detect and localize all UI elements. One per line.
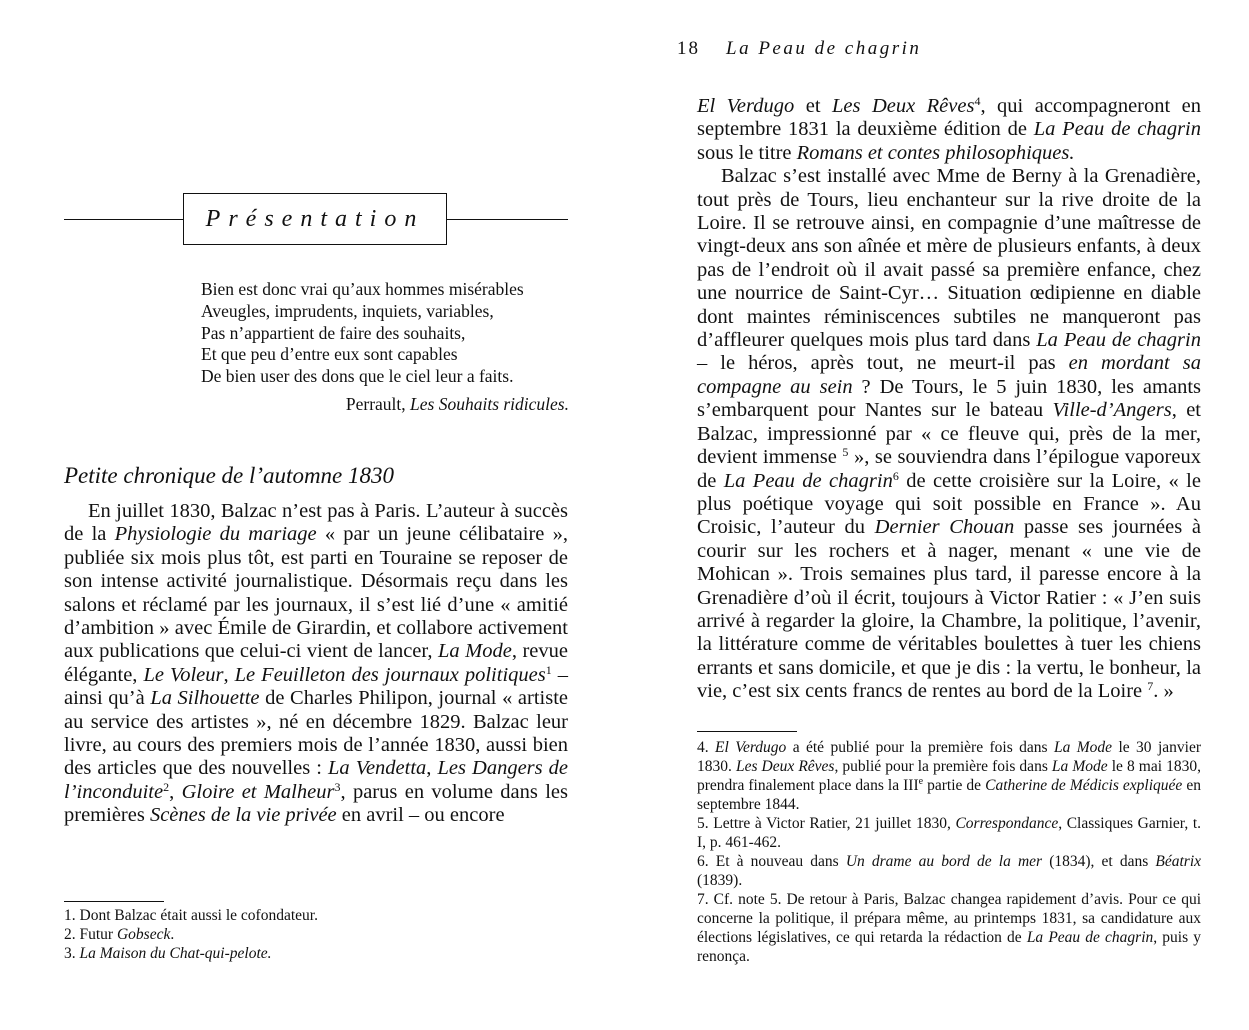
- footnote-ref: 5: [842, 445, 849, 460]
- footnote-5: [697, 814, 1201, 852]
- footnote-rule: [64, 901, 164, 902]
- text-run: ,: [426, 757, 438, 780]
- italic-title: Scènes de la vie privée: [149, 804, 337, 827]
- italic-title: La Vendetta: [328, 757, 427, 780]
- text-run: , qui accompagneront en septembre 1831 la deuxième édition de: [697, 95, 1202, 141]
- italic-phrase: en mordant sa compagne au sein: [697, 352, 1201, 398]
- italic-title: Les Dangers de l’inconduite: [64, 757, 569, 803]
- right-body-text: [697, 95, 1201, 704]
- right-footnotes: [697, 738, 1201, 966]
- text-run: – le héros, après tout, ne meurt-il pas: [697, 352, 1069, 375]
- text-run: , puis y renonça.: [697, 929, 1202, 965]
- footnote-ref: 2: [163, 779, 170, 794]
- title-rule-right: [447, 219, 568, 220]
- text-run: en septembre 1844.: [697, 777, 1201, 813]
- footnote-ref: 4: [974, 94, 981, 108]
- text-run: , publié pour la première fois dans: [834, 758, 1052, 775]
- text-run: passe ses journées à courir sur les rochers et à nager, menant « une vie de Mohican ». Trois semaines plus tard, il paresse encore à la Grenadière d’où il écrit, toujours à Victor Ratier : « J’en suis arrivé à regarder la gloire, la Chambre, la politique, l’avenir, la littérature comme de véritables boulettes à tuer les chiens errants et sans domicile, et que je dis : la vertu, le bonheur, la vie, c’est six cents francs de rentes au bord de la Loire: [697, 516, 1201, 703]
- text-run: sous le titre: [697, 141, 797, 164]
- title-rule-left: [64, 219, 183, 220]
- footnote-italic: Béatrix: [1155, 853, 1202, 870]
- text-run: ,: [223, 663, 235, 686]
- text-run: 6. Et à nouveau dans: [697, 853, 846, 870]
- epigraph-author: Perrault,: [345, 393, 411, 414]
- italic-title: Physiologie du mariage: [114, 523, 317, 546]
- italic-title: El Verdugo: [697, 95, 795, 117]
- footnote-7: [697, 890, 1201, 966]
- italic-title: La Mode: [438, 640, 512, 663]
- italic-title: Le Feuilleton des journaux politiques: [234, 663, 546, 686]
- paragraph: [64, 500, 568, 828]
- paragraph: [697, 95, 1201, 165]
- italic-title: Dernier Chouan: [874, 516, 1015, 539]
- text-run: , Classiques Garnier, t. I, p. 461-462.: [697, 815, 1202, 851]
- footnote-italic: Gobseck: [116, 926, 171, 943]
- footnote-italic: Les Deux Rêves: [735, 758, 835, 775]
- text-run: 7. Cf. note 5. De retour à Paris, Balzac changea rapidement d’avis. Pour ce qui concerne la politique, il prépara même, au printemps 1831, sa candidature aux élections législatives, ce qui retarda la rédaction de: [697, 891, 1201, 946]
- text-run: le 30 janvier 1830.: [697, 739, 1201, 775]
- footnote-text: Futur: [79, 926, 117, 943]
- text-run: . »: [1153, 680, 1174, 703]
- epigraph-line: De bien user des dons que le ciel leur a faits.: [201, 366, 514, 387]
- page-number: 18: [677, 38, 700, 59]
- italic-title: La Peau de chagrin: [1033, 118, 1201, 141]
- text-run: », se souviendra dans l’épilogue vaporeux de: [697, 446, 1201, 492]
- footnote-italic: La Mode: [1053, 739, 1113, 756]
- text-run: (1839).: [697, 872, 743, 889]
- text-run: Balzac s’est installé avec Mme de Berny à la Grenadière, tout près de Tours, lieu enchanteur sur la rive droite de la Loire. Il se retrouve ainsi, en compagnie d’une maîtresse de vingt-deux ans son aînée et mère de plusieurs enfants, à deux pas de l’endroit où il avait passé sa première enfance, chez une nourrice de Saint-Cyr… Situation œdipienne en diable dont maintes réminiscences subtiles ne manqueront pas d’affleurer quelques mois plus tard dans: [697, 165, 1201, 352]
- footnote-text: .: [170, 926, 175, 943]
- left-page: [64, 0, 568, 1030]
- text-run: ? De Tours, le 5 juin 1830, les amants s’embarquent pour Nantes sur le bateau: [697, 375, 1201, 422]
- italic-title: Ville-d’Angers: [1052, 399, 1172, 422]
- text-run: de Charles Philipon, journal « artiste au service des artistes », né en décembre 1829. Balzac leur livre, au cours des premiers mois de l’année 1830, aussi bien des articles que des nouvelles :: [64, 687, 568, 780]
- epigraph-line: Bien est donc vrai qu’aux hommes misérables: [201, 279, 524, 299]
- footnote-ref: 1: [545, 662, 552, 677]
- italic-title: Les Deux Rêves: [832, 95, 975, 117]
- text-run: , et Balzac, impressionné par « ce fleuve qui, près de la mer, devient immense: [697, 399, 1201, 469]
- italic-title: Le Voleur: [143, 663, 224, 686]
- footnote-italic: Correspondance: [955, 815, 1059, 832]
- footnote-ref: 3: [334, 779, 341, 794]
- footnote-number: 3.: [64, 945, 76, 962]
- right-page: [677, 0, 1202, 1030]
- text-run: a été publié pour la première fois dans: [786, 739, 1054, 756]
- presentation-title: Présentation: [183, 193, 447, 245]
- text-run: et: [794, 95, 832, 117]
- footnote-italic: Un drame au bord de la mer: [845, 853, 1043, 870]
- footnote-italic: Catherine de Médicis expliquée: [985, 777, 1183, 794]
- footnote-italic: La Mode: [1051, 758, 1108, 775]
- epigraph-line: Pas n’appartient de faire des souhaits,: [201, 322, 466, 343]
- left-body-text: [64, 500, 568, 828]
- epigraph: [201, 279, 569, 416]
- epigraph-line: Et que peu d’entre eux sont capables: [201, 344, 458, 365]
- italic-title: La Silhouette: [150, 687, 260, 710]
- footnote-italic: La Maison du Chat-qui-pelote.: [79, 945, 272, 962]
- footnote-text: Dont Balzac était aussi le cofondateur.: [79, 907, 318, 924]
- text-run: , parus en volume dans les premières: [64, 780, 569, 827]
- italic-title: La Peau de chagrin: [1036, 329, 1201, 352]
- footnote-italic: La Peau de chagrin: [1026, 929, 1154, 946]
- text-run: le 8 mai 1830, prendra finalement place dans la III: [697, 758, 1201, 794]
- paragraph: [697, 165, 1201, 703]
- running-title: La Peau de chagrin: [726, 38, 922, 59]
- footnote: [64, 925, 568, 944]
- epigraph-work: Les Souhaits ridicules.: [410, 393, 569, 414]
- text-run: (1834), et dans: [1042, 853, 1156, 870]
- epigraph-line: Aveugles, imprudents, inquiets, variables,: [201, 300, 494, 321]
- footnote-ref: 6: [892, 468, 899, 483]
- text-run: « par un jeune célibataire », publiée six mois plus tôt, est parti en Touraine se reposer de son intense activité journalistique. Désormais reçu dans les salons et réclamé par les journaux, il s’est lié d’une « amitié d’ambition » avec Émile de Girardin, et collabore activement aux publications que celui-ci vient de lancer,: [64, 523, 568, 663]
- italic-title: Gloire et Malheur: [181, 780, 335, 803]
- footnote-italic: El Verdugo: [715, 739, 787, 756]
- footnote: [64, 906, 568, 925]
- text-run: 4.: [697, 739, 716, 756]
- text-run: 5. Lettre à Victor Ratier, 21 juillet 1830,: [697, 815, 956, 832]
- text-run: ,: [169, 780, 182, 803]
- footnote-ref: 7: [1147, 679, 1154, 694]
- footnote-number: 2.: [64, 926, 76, 943]
- italic-title: La Peau de chagrin: [723, 469, 893, 492]
- left-footnotes: [64, 906, 568, 963]
- footnote-number: 1.: [64, 907, 76, 924]
- superscript: e: [918, 776, 924, 787]
- footnote-rule: [697, 731, 797, 732]
- epigraph-source: [201, 394, 569, 416]
- text-run: , revue élégante,: [64, 640, 569, 686]
- footnote: [64, 944, 568, 963]
- text-run: partie de: [923, 777, 986, 794]
- text-run: – ainsi qu’à: [64, 663, 568, 710]
- running-header: [677, 38, 921, 60]
- footnote-4: [697, 738, 1201, 814]
- text-run: En juillet 1830, Balzac n’est pas à Paris. L’auteur à succès de la: [64, 500, 568, 546]
- italic-title: Romans et contes philosophiques.: [796, 141, 1075, 164]
- text-run: de cette croisière sur la Loire, « le plus poétique voyage qui soit possible en France ». Au Croisic, l’auteur du: [697, 469, 1201, 539]
- text-run: en avril – ou encore: [336, 804, 505, 827]
- footnote-6: [697, 852, 1201, 890]
- section-title: Petite chronique de l’automne 1830: [64, 463, 395, 488]
